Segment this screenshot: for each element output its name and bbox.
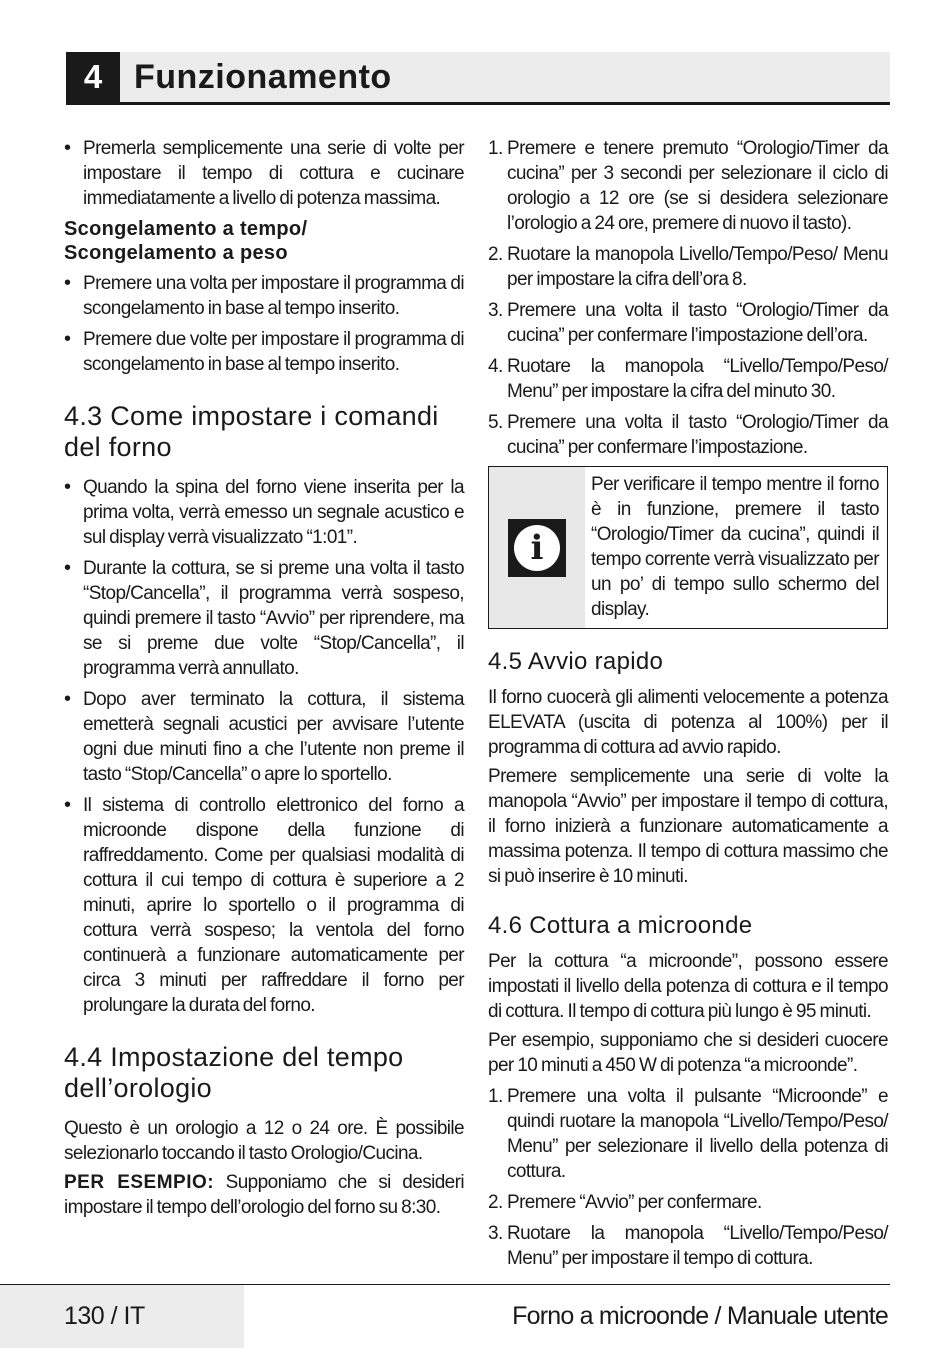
list-item: 3. Ruotare la manopola “Livello/Tempo/Peso/ Menu” per impostare il tempo di cottura. bbox=[488, 1223, 888, 1269]
list-item: 1. Premere una volta il pulsante “Microonde” e quindi ruotare la manopola “Livello/Tempo/Peso/ Menu” per selezionare il livello della potenza di cottura. bbox=[488, 1086, 888, 1182]
list-item: 2. Premere “Avvio” per confermare. bbox=[488, 1192, 762, 1213]
defrost-bullet-list bbox=[64, 271, 464, 377]
intro-bullet-list bbox=[64, 136, 464, 211]
page-number: 130 / IT bbox=[0, 1285, 244, 1348]
example-paragraph bbox=[64, 1170, 464, 1220]
note-text: Per verificare il tempo mentre il forno è in funzione, premere il tasto “Orologio/Timer da cucina”, quindi il tempo corrente verrà visualizzato per un po’ di tempo sullo schermo del display. bbox=[591, 474, 879, 620]
paragraph: Per esempio, supponiamo che si desideri cuocere per 10 minuti a 450 W di potenza “a microonde”. bbox=[488, 1030, 888, 1076]
chapter-title: Funzionamento bbox=[134, 58, 392, 96]
list-item: • Premere una volta per impostare il programma di scongelamento in base al tempo inserito. bbox=[64, 271, 464, 321]
list-item: 2. Ruotare la manopola Livello/Tempo/Peso/ Menu per impostare la cifra dell’ora 8. bbox=[488, 244, 888, 290]
paragraph: Per la cottura “a microonde”, possono essere impostati il livello della potenza di cottura e il tempo di cottura. Il tempo di cottura più lungo è 95 minuti. bbox=[488, 951, 888, 1022]
clock-steps-list bbox=[488, 136, 888, 460]
example-text: Supponiamo che si desideri impostare il tempo dell’orologio del forno su 8:30. bbox=[64, 1172, 464, 1218]
chapter-number: 4 bbox=[66, 52, 120, 102]
paragraph: Premere semplicemente una serie di volte la manopola “Avvio” per impostare il tempo di cottura, il forno inizierà a funzionare automaticamente a massima potenza. Il tempo di cottura massimo che si può inserire è 10 minuti. bbox=[488, 766, 888, 887]
defrost-subtitle: Scongelamento a tempo/ Scongelamento a peso bbox=[64, 218, 308, 264]
info-icon: i bbox=[508, 519, 566, 577]
list-item: 4. Ruotare la manopola “Livello/Tempo/Peso/ Menu” per impostare la cifra del minuto 30. bbox=[488, 356, 888, 402]
right-column bbox=[488, 136, 888, 1277]
list-item: 5. Premere una volta il tasto “Orologio/Timer da cucina” per confermare l’impostazione. bbox=[488, 412, 888, 458]
section-4-4-title: 4.4 Impostazione del tempo dell’orologio bbox=[64, 1042, 404, 1103]
left-column bbox=[64, 136, 464, 1224]
list-item: 3. Premere una volta il tasto “Orologio/Timer da cucina” per confermare l’impostazione dell’ora. bbox=[488, 300, 888, 346]
info-note-box bbox=[488, 466, 888, 629]
paragraph: Questo è un orologio a 12 o 24 ore. È possibile selezionarlo toccando il tasto Orologio/Cucina. bbox=[64, 1118, 464, 1164]
section-4-6-title: 4.6 Cottura a microonde bbox=[488, 912, 753, 939]
list-item: • Il sistema di controllo elettronico del forno a microonde dispone della funzione di raffreddamento. Come per qualsiasi modalità di cottura il cui tempo di cottura è superiore a 2 minuti, aprire lo sportello o il programma di cottura verrà sospeso; la ventola del forno continuerà a funzionare automaticamente per circa 3 minuti per raffreddare il forno per prolungare la durata del forno. bbox=[64, 793, 464, 1018]
microwave-steps-list bbox=[488, 1084, 888, 1271]
chapter-header bbox=[66, 52, 890, 105]
s43-bullet-list bbox=[64, 475, 464, 1018]
list-item: • Premerla semplicemente una serie di volte per impostare il tempo di cottura e cucinare immediatamente a livello di potenza massima. bbox=[64, 136, 464, 211]
document-title: Forno a microonde / Manuale utente bbox=[512, 1302, 888, 1330]
example-label: PER ESEMPIO: bbox=[64, 1172, 215, 1193]
section-4-5-title: 4.5 Avvio rapido bbox=[488, 648, 664, 675]
list-item: • Premere due volte per impostare il programma di scongelamento in base al tempo inserito. bbox=[64, 327, 464, 377]
section-4-3-title: 4.3 Come impostare i comandi del forno bbox=[64, 401, 439, 462]
paragraph: Il forno cuocerà gli alimenti velocemente a potenza ELEVATA (uscita di potenza al 100%) per il programma di cottura ad avvio rapido. bbox=[488, 687, 888, 758]
list-item: • Quando la spina del forno viene inserita per la prima volta, verrà emesso un segnale acustico e sul display verrà visualizzato “1:01”. bbox=[64, 475, 464, 550]
list-item: • Durante la cottura, se si preme una volta il tasto “Stop/Cancella”, il programma verrà sospeso, quindi premere il tasto “Avvio” per riprendere, ma se si preme due volte “Stop/Cancella”, il programma verrà annullato. bbox=[64, 556, 464, 681]
list-item: 1. Premere e tenere premuto “Orologio/Timer da cucina” per 3 secondi per selezionare il ciclo di orologio a 12 ore (se si desidera selezionare l’orologio a 24 ore, premere di nuovo il tasto). bbox=[488, 138, 888, 234]
list-item: • Dopo aver terminato la cottura, il sistema emetterà segnali acustici per avvisare l’utente ogni due minuti fino a che l’utente non preme il tasto “Stop/Cancella” o apre lo sportello. bbox=[64, 687, 464, 787]
